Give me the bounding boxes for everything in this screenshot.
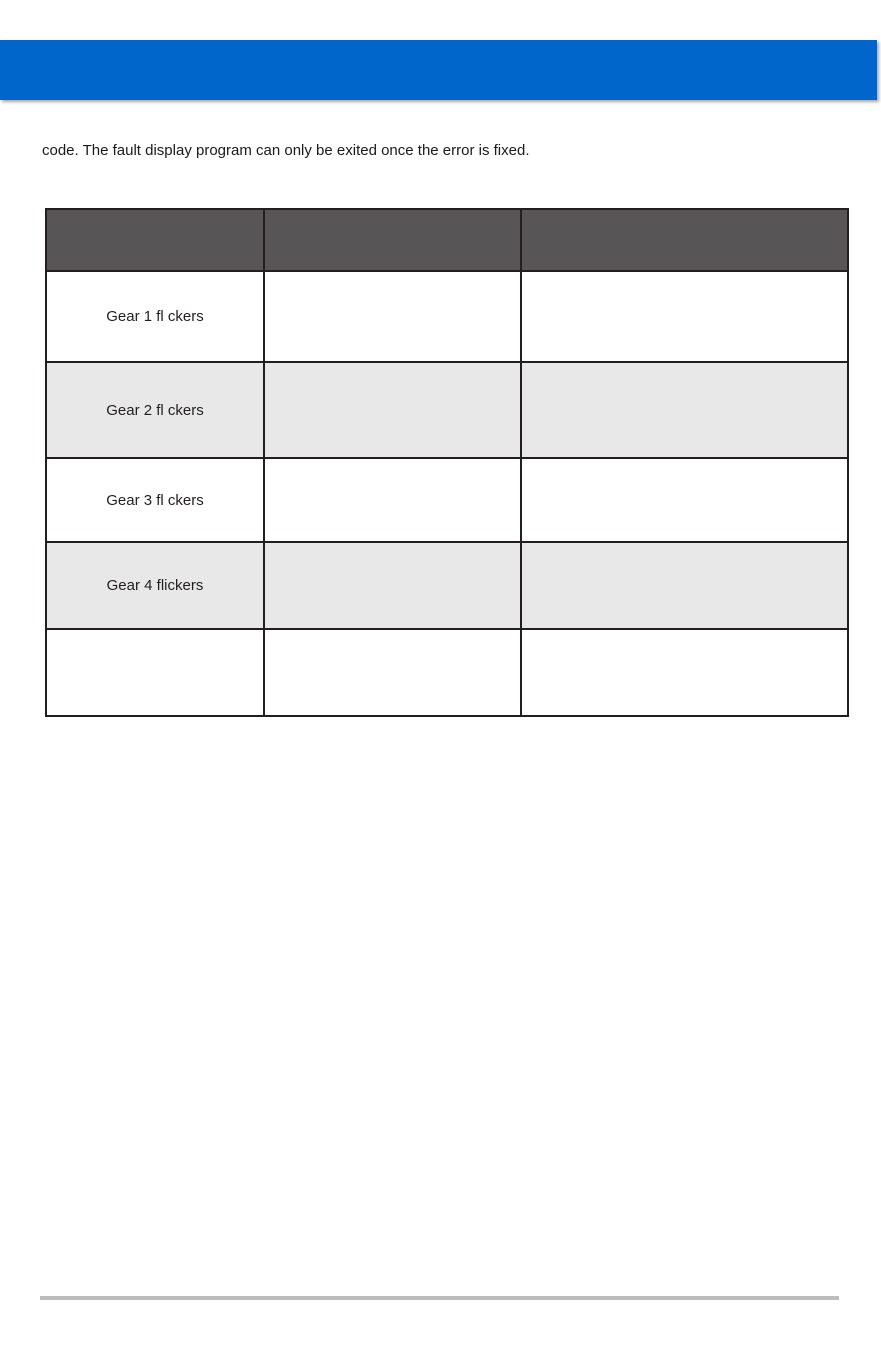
fault-cell: [264, 362, 521, 458]
action-cell: [521, 362, 848, 458]
column-header-indicator: [46, 209, 264, 271]
fault-cell: [264, 542, 521, 629]
indicator-cell: Gear 3 fl ckers: [46, 458, 264, 542]
indicator-cell: [46, 629, 264, 716]
indicator-cell: Gear 2 fl ckers: [46, 362, 264, 458]
action-cell: [521, 629, 848, 716]
fault-cell: [264, 271, 521, 362]
table-row: [46, 458, 848, 542]
action-cell: [521, 542, 848, 629]
indicator-cell: Gear 4 flickers: [46, 542, 264, 629]
footer-divider: [40, 1296, 839, 1300]
table-row: [46, 542, 848, 629]
table-row: [46, 362, 848, 458]
column-header-action: [521, 209, 848, 271]
action-cell: [521, 271, 848, 362]
table-row: [46, 629, 848, 716]
action-cell: [521, 458, 848, 542]
fault-cell: [264, 458, 521, 542]
table-header-row: [46, 209, 848, 271]
intro-paragraph: code. The fault display program can only be exited once the error is fixed.: [42, 142, 530, 159]
table-row: [46, 271, 848, 362]
indicator-cell: Gear 1 fl ckers: [46, 271, 264, 362]
column-header-fault: [264, 209, 521, 271]
fault-cell: [264, 629, 521, 716]
fault-code-table: [45, 208, 849, 717]
header-band: [0, 40, 877, 100]
